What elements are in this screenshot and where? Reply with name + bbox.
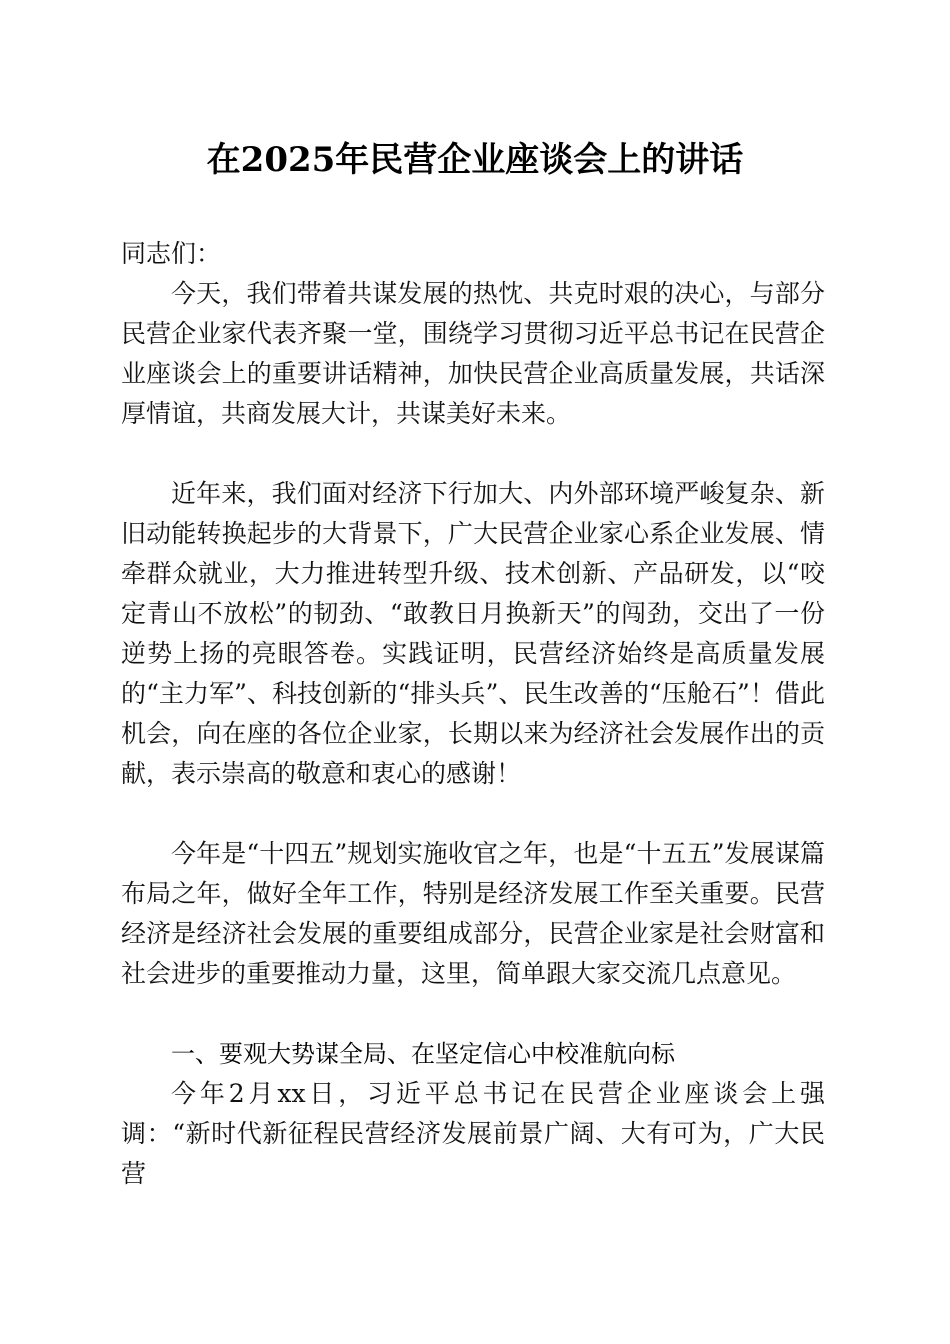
document-title: 在2025年民营企业座谈会上的讲话 — [206, 140, 744, 180]
paragraph-achievements: 近年来，我们面对经济下行加大、内外部环境严峻复杂、新旧动能转换起步的大背景下，广大民营企业家心系企业发展、情牵群众就业，大力推进转型升级、技术创新、产品研发，以“咬定青山不放松”的韧劲、“敢教日月换新天”的闯劲，交出了一份逆势上扬的亮眼答卷。实践证明，民营经济始终是高质量发展的“主力军”、科技创新的“排头兵”、民生改善的“压舱石”！借此机会，向在座的各位企业家，长期以来为经济社会发展作出的贡献，表示崇高的敬意和衷心的感谢！ — [121, 479, 825, 788]
salutation: 同志们： — [121, 239, 222, 268]
document-body — [121, 274, 825, 1188]
paragraph-this-year: 今年是“十四五”规划实施收官之年，也是“十五五”发展谋篇布局之年，做好全年工作，特别是经济发展工作至关重要。民营经济是经济社会发展的重要组成部分，民营企业家是社会财富和社会进步的重要推动力量，这里，简单跟大家交流几点意见。 — [121, 839, 825, 988]
section-heading-1: 一、要观大势谋全局、在坚定信心中校准航向标 — [171, 1040, 675, 1068]
paragraph-opening: 今天，我们带着共谋发展的热忱、共克时艰的决心，与部分民营企业家代表齐聚一堂，围绕学习贯彻习近平总书记在民营企业座谈会上的重要讲话精神，加快民营企业高质量发展，共话深厚情谊，共商发展大计，共谋美好未来。 — [121, 279, 825, 428]
paragraph-section-1: 今年2月xx日，习近平总书记在民营企业座谈会上强调：“新时代新征程民营经济发展前景广阔、大有可为，广大民营 — [121, 1079, 825, 1188]
